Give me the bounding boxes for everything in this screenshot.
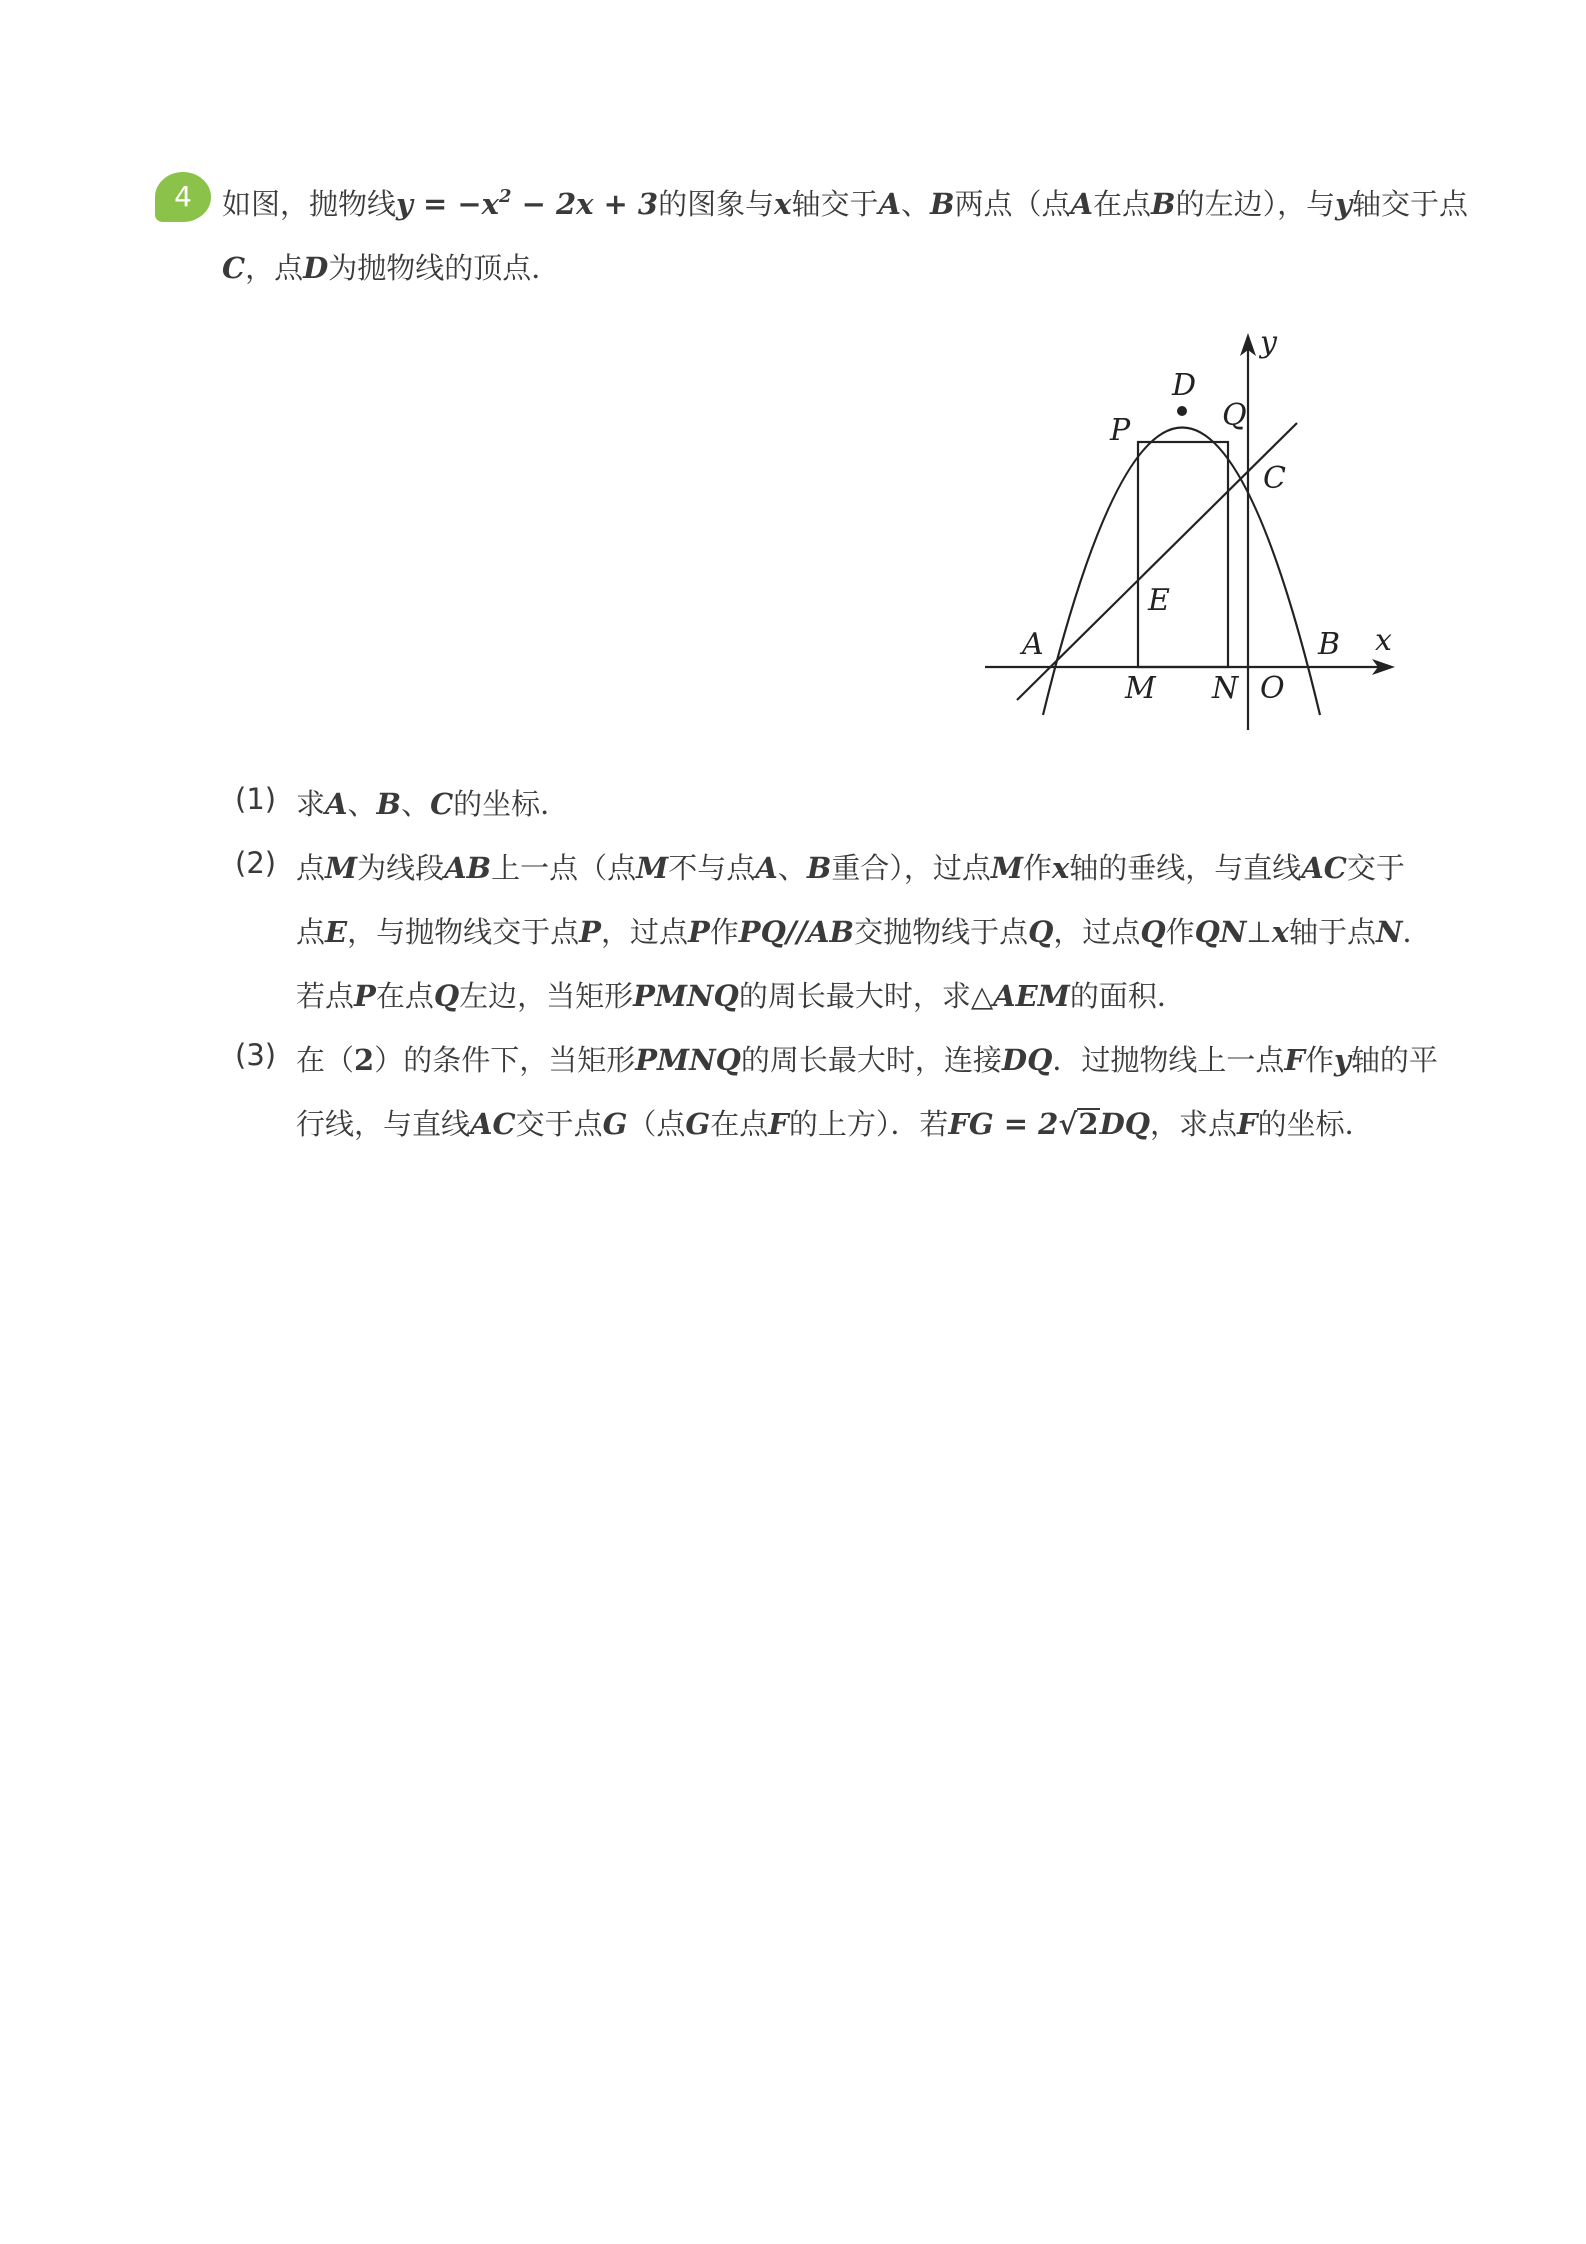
vertex-point bbox=[1177, 406, 1187, 416]
math-var: PQ//AB bbox=[738, 915, 855, 949]
label-c: C bbox=[1263, 461, 1286, 496]
intro-text: 轴交于 bbox=[791, 187, 879, 221]
item-text: ，与抛物线交于点 bbox=[347, 915, 580, 949]
item-text: 点 bbox=[296, 915, 326, 949]
math-var: QN bbox=[1194, 915, 1247, 949]
item-text: 交于 bbox=[1346, 851, 1405, 885]
problem-intro-line-2 bbox=[222, 246, 560, 287]
item-text: ，过点 bbox=[600, 915, 688, 949]
math-var: A bbox=[755, 851, 778, 885]
item-text: 在点 bbox=[710, 1107, 769, 1141]
item-text: ，过点 bbox=[1053, 915, 1141, 949]
item-3-line-2 bbox=[296, 1102, 1374, 1143]
item-2-line-1 bbox=[296, 846, 1405, 887]
math-var: G bbox=[685, 1107, 711, 1141]
math-var: M bbox=[636, 851, 669, 885]
item-2-line-2 bbox=[296, 910, 1432, 951]
item-1-line bbox=[296, 782, 569, 823]
math-var: B bbox=[376, 787, 402, 821]
item-text: ． bbox=[1402, 915, 1432, 949]
item-text: 、 bbox=[347, 787, 377, 821]
equation bbox=[396, 187, 658, 221]
label-x: x bbox=[1375, 623, 1392, 658]
item-text: 若点 bbox=[296, 979, 355, 1013]
math-var: B bbox=[1151, 187, 1176, 221]
equation-exponent: 2 bbox=[498, 186, 512, 207]
math-var: DQ bbox=[1099, 1107, 1151, 1141]
item-text: 轴的垂线，与直线 bbox=[1069, 851, 1302, 885]
math-var: Q bbox=[1028, 915, 1054, 949]
math-var: x bbox=[774, 187, 792, 221]
math-var: y bbox=[1333, 1043, 1351, 1077]
item-text: 的周长最大时，连接 bbox=[740, 1043, 1002, 1077]
item-text: 的坐标． bbox=[1257, 1107, 1374, 1141]
item-text: 左边，当矩形 bbox=[459, 979, 634, 1013]
intro-text: 、 bbox=[900, 187, 930, 221]
item-text: 作 bbox=[1304, 1043, 1334, 1077]
intro-text: ，点 bbox=[245, 251, 304, 285]
item-text: 为线段 bbox=[357, 851, 445, 885]
label-p: P bbox=[1110, 413, 1131, 448]
item-text: ⊥ bbox=[1246, 915, 1272, 949]
item-text: 重合），过点 bbox=[831, 851, 991, 885]
math-var: G bbox=[602, 1107, 628, 1141]
label-o: O bbox=[1260, 671, 1285, 706]
intro-text: 两点（点 bbox=[954, 187, 1071, 221]
math-var: PMNQ bbox=[633, 979, 739, 1013]
math-var: AB bbox=[444, 851, 492, 885]
item-text: 交于点 bbox=[515, 1107, 603, 1141]
item-text: ．过抛物线上一点 bbox=[1052, 1043, 1285, 1077]
label-m: M bbox=[1125, 671, 1156, 706]
math-number: 2 bbox=[354, 1043, 375, 1077]
math-var: C bbox=[430, 787, 454, 821]
item-text: 轴于点 bbox=[1288, 915, 1376, 949]
item-2-line-3 bbox=[296, 974, 1186, 1015]
parabola-figure bbox=[980, 325, 1410, 745]
label-a: A bbox=[1022, 627, 1044, 662]
intro-text: 的图象与 bbox=[658, 187, 775, 221]
label-b: B bbox=[1318, 627, 1341, 662]
math-var: AC bbox=[470, 1107, 516, 1141]
math-var: M bbox=[990, 851, 1023, 885]
math-var: PMNQ bbox=[635, 1043, 741, 1077]
math-var: y bbox=[1335, 187, 1352, 221]
math-var: DQ bbox=[1001, 1043, 1053, 1077]
item-1-label: (1) bbox=[235, 782, 277, 816]
label-y: y bbox=[1260, 325, 1277, 360]
rectangle-pmnq bbox=[1138, 442, 1228, 667]
item-text: 交抛物线于点 bbox=[854, 915, 1029, 949]
math-expression: FG = 2 bbox=[948, 1107, 1059, 1141]
item-text: 的周长最大时，求△ bbox=[738, 979, 994, 1013]
item-2-label: (2) bbox=[235, 846, 277, 880]
label-e: E bbox=[1148, 583, 1170, 618]
problem-number-badge: 4 bbox=[155, 172, 211, 222]
math-var: B bbox=[929, 187, 955, 221]
item-3-line-1 bbox=[296, 1038, 1438, 1079]
item-text: 不与点 bbox=[668, 851, 756, 885]
math-var: P bbox=[579, 915, 601, 949]
math-var: F bbox=[768, 1107, 789, 1141]
item-text: 的面积． bbox=[1069, 979, 1186, 1013]
item-text: 行线，与直线 bbox=[296, 1107, 471, 1141]
math-var: F bbox=[1237, 1107, 1258, 1141]
item-text: 在（ bbox=[296, 1043, 355, 1077]
intro-text: 为抛物线的顶点． bbox=[328, 251, 561, 285]
math-var: D bbox=[303, 251, 329, 285]
item-text: 作 bbox=[1165, 915, 1195, 949]
math-var: A bbox=[325, 787, 348, 821]
item-text: （点 bbox=[627, 1107, 686, 1141]
math-var: AC bbox=[1301, 851, 1347, 885]
math-var: E bbox=[325, 915, 348, 949]
label-n: N bbox=[1212, 671, 1239, 706]
item-3-label: (3) bbox=[235, 1038, 277, 1072]
math-var: x bbox=[1051, 851, 1070, 885]
math-var: x bbox=[1271, 915, 1289, 949]
math-var: A bbox=[1070, 187, 1094, 221]
intro-text: 在点 bbox=[1093, 187, 1152, 221]
item-text: 点 bbox=[296, 851, 326, 885]
item-text: ，求点 bbox=[1150, 1107, 1238, 1141]
item-text: 轴的平 bbox=[1350, 1043, 1438, 1077]
intro-text: 如图，抛物线 bbox=[222, 187, 397, 221]
equation-rhs: − 2x + 3 bbox=[511, 187, 659, 221]
line-ac bbox=[1017, 423, 1297, 700]
math-var: P bbox=[354, 979, 376, 1013]
intro-text: 的左边），与 bbox=[1175, 187, 1336, 221]
item-text: 的上方）．若 bbox=[788, 1107, 949, 1141]
intro-text: 轴交于点 bbox=[1351, 187, 1468, 221]
sqrt-radicand: 2 bbox=[1078, 1107, 1099, 1141]
math-var: A bbox=[878, 187, 901, 221]
item-text: 、 bbox=[777, 851, 807, 885]
item-text: ）的条件下，当矩形 bbox=[374, 1043, 636, 1077]
problem-intro-line-1 bbox=[222, 182, 1468, 223]
label-d: D bbox=[1172, 368, 1197, 403]
item-text: 、 bbox=[401, 787, 431, 821]
equation-lhs: y = −x bbox=[396, 187, 499, 221]
item-text: 作 bbox=[1022, 851, 1052, 885]
math-var: C bbox=[222, 251, 246, 285]
item-text: 在点 bbox=[375, 979, 434, 1013]
item-text: 作 bbox=[709, 915, 739, 949]
math-var: B bbox=[806, 851, 832, 885]
math-var: AEM bbox=[993, 979, 1070, 1013]
math-var: F bbox=[1284, 1043, 1305, 1077]
math-var: M bbox=[325, 851, 358, 885]
math-var: Q bbox=[1140, 915, 1166, 949]
item-text: 上一点（点 bbox=[491, 851, 637, 885]
sqrt-sign: √ bbox=[1058, 1107, 1078, 1141]
math-var: P bbox=[687, 915, 710, 949]
item-text: 求 bbox=[296, 787, 326, 821]
math-var: Q bbox=[433, 979, 460, 1013]
item-text: 的坐标． bbox=[453, 787, 570, 821]
label-q: Q bbox=[1222, 398, 1247, 433]
math-var: N bbox=[1376, 915, 1403, 949]
